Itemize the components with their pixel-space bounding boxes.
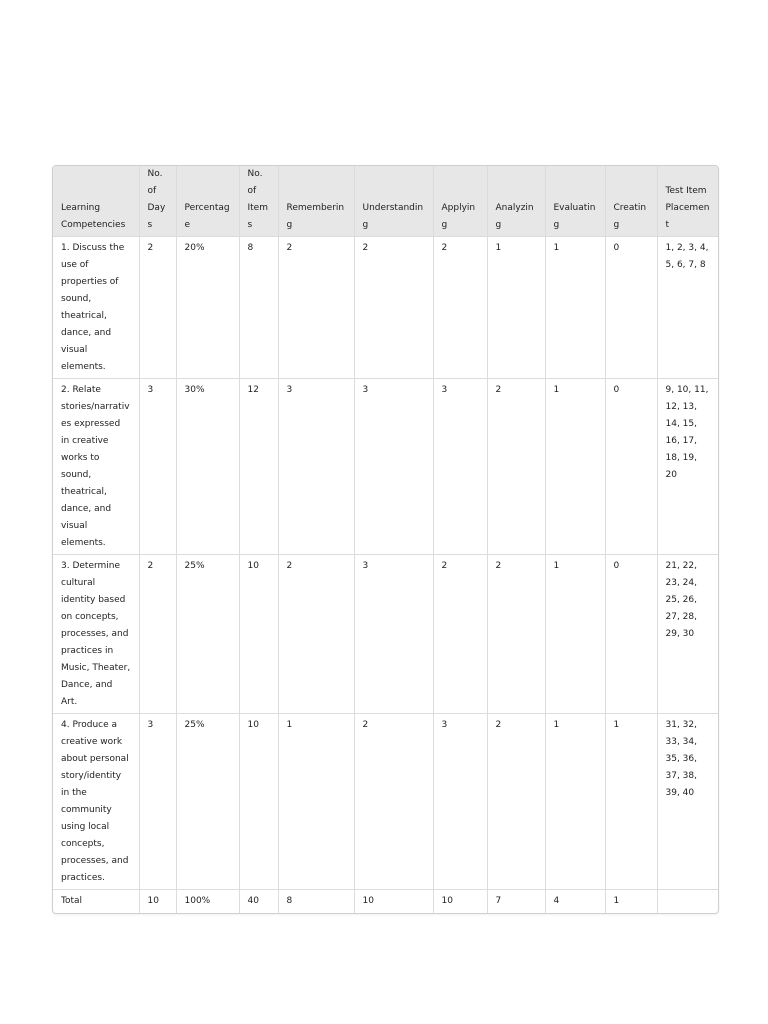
cell-analyzing: 2 [487,714,545,890]
header-test-item-placement: Test Item Placement [657,166,718,237]
table-row [53,714,718,890]
cell-applying: 3 [433,714,487,890]
cell-remembering: 3 [278,379,354,555]
cell-analyzing: 1 [487,237,545,379]
cell-test-item-placement: 21, 22, 23, 24, 25, 26, 27, 28, 29, 30 [657,555,718,714]
header-applying: Applying [433,166,487,237]
total-test-item-placement [657,890,718,914]
cell-evaluating: 1 [545,555,605,714]
header-evaluating: Evaluating [545,166,605,237]
cell-days: 2 [139,237,176,379]
header-row [53,166,718,237]
cell-creating: 0 [605,237,657,379]
cell-days: 3 [139,379,176,555]
cell-understanding: 2 [354,714,433,890]
total-percentage: 100% [176,890,239,914]
cell-percentage: 30% [176,379,239,555]
specification-table [53,166,718,913]
cell-evaluating: 1 [545,379,605,555]
cell-analyzing: 2 [487,379,545,555]
cell-items: 12 [239,379,278,555]
cell-items: 10 [239,714,278,890]
table-of-specifications [52,165,719,914]
header-no-of-days: No. of Days [139,166,176,237]
cell-test-item-placement: 31, 32, 33, 34, 35, 36, 37, 38, 39, 40 [657,714,718,890]
header-understanding: Understanding [354,166,433,237]
cell-evaluating: 1 [545,714,605,890]
total-items: 40 [239,890,278,914]
cell-understanding: 3 [354,555,433,714]
cell-competency: 1. Discuss the use of properties of sound, theatrical, dance, and visual elements. [53,237,139,379]
header-percentage: Percentage [176,166,239,237]
cell-evaluating: 1 [545,237,605,379]
table-row [53,379,718,555]
total-remembering: 8 [278,890,354,914]
cell-understanding: 3 [354,379,433,555]
cell-applying: 2 [433,237,487,379]
cell-applying: 3 [433,379,487,555]
cell-creating: 1 [605,714,657,890]
header-creating: Creating [605,166,657,237]
cell-percentage: 20% [176,237,239,379]
table-row [53,555,718,714]
cell-remembering: 1 [278,714,354,890]
cell-test-item-placement: 1, 2, 3, 4, 5, 6, 7, 8 [657,237,718,379]
cell-items: 10 [239,555,278,714]
cell-creating: 0 [605,555,657,714]
total-applying: 10 [433,890,487,914]
total-row [53,890,718,914]
cell-days: 3 [139,714,176,890]
cell-applying: 2 [433,555,487,714]
total-creating: 1 [605,890,657,914]
cell-competency: 4. Produce a creative work about personal story/identity in the community using local concepts, processes, and practices. [53,714,139,890]
total-label: Total [53,890,139,914]
total-analyzing: 7 [487,890,545,914]
cell-understanding: 2 [354,237,433,379]
header-learning-competencies: Learning Competencies [53,166,139,237]
cell-days: 2 [139,555,176,714]
header-no-of-items: No. of Items [239,166,278,237]
total-understanding: 10 [354,890,433,914]
cell-competency: 2. Relate stories/narratives expressed in creative works to sound, theatrical, dance, and visual elements. [53,379,139,555]
header-remembering: Remembering [278,166,354,237]
cell-test-item-placement: 9, 10, 11, 12, 13, 14, 15, 16, 17, 18, 19, 20 [657,379,718,555]
cell-percentage: 25% [176,555,239,714]
cell-creating: 0 [605,379,657,555]
header-analyzing: Analyzing [487,166,545,237]
table-row [53,237,718,379]
cell-remembering: 2 [278,237,354,379]
cell-analyzing: 2 [487,555,545,714]
total-days: 10 [139,890,176,914]
cell-percentage: 25% [176,714,239,890]
total-evaluating: 4 [545,890,605,914]
cell-remembering: 2 [278,555,354,714]
cell-competency: 3. Determine cultural identity based on concepts, processes, and practices in Music, Theater, Dance, and Art. [53,555,139,714]
cell-items: 8 [239,237,278,379]
